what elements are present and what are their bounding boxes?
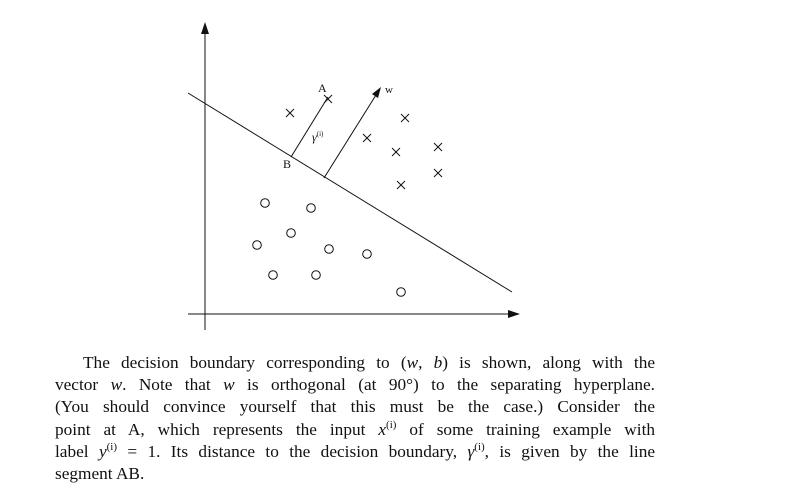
cross-marker — [434, 143, 442, 151]
label-b: B — [283, 157, 292, 171]
circle-marker — [287, 229, 296, 238]
cross-marker — [392, 148, 400, 156]
label-a: A — [318, 81, 327, 95]
cross-marker — [401, 114, 409, 122]
negative-examples — [253, 199, 406, 297]
cross-marker — [397, 181, 405, 189]
positive-examples — [286, 95, 442, 189]
x-axis-arrowhead — [508, 310, 520, 318]
figure-caption-paragraph — [55, 352, 655, 485]
label-w: w — [385, 84, 393, 96]
y-axis-arrowhead — [201, 22, 209, 34]
circle-marker — [397, 288, 406, 297]
caption-line-2: vector w. Note that w is orthogonal (at 90°) to the separating hyperplane. — [55, 375, 655, 395]
circle-marker — [363, 250, 372, 259]
segment-ab — [291, 97, 328, 157]
circle-marker — [307, 204, 316, 213]
caption-line-3: (You should convince yourself that this must be the case.) Consider the — [55, 397, 655, 417]
decision-boundary — [188, 93, 512, 292]
cross-marker — [286, 109, 294, 117]
cross-marker-a — [324, 95, 332, 103]
caption-line-4: point at A, which represents the input $x^{(i)}$ of some training example with — [55, 418, 656, 439]
w-vector-arrowhead — [372, 87, 381, 98]
cross-marker — [363, 134, 371, 142]
caption-line-5: label $y^{(i)} = 1$. Its distance to the decision boundary, $\gamma^{(i)}$, is given by the line — [55, 441, 656, 461]
circle-marker — [253, 241, 262, 250]
label-gamma: $\gamma^{(i)}$ — [312, 130, 324, 144]
circle-marker — [325, 245, 334, 254]
circle-marker — [269, 271, 278, 280]
caption-line-1: The decision boundary corresponding to (w, b) is shown, along with the — [83, 353, 656, 372]
cross-marker — [434, 169, 442, 177]
caption-line-6: segment AB. — [55, 464, 145, 484]
circle-marker — [261, 199, 270, 208]
circle-marker — [312, 271, 321, 280]
